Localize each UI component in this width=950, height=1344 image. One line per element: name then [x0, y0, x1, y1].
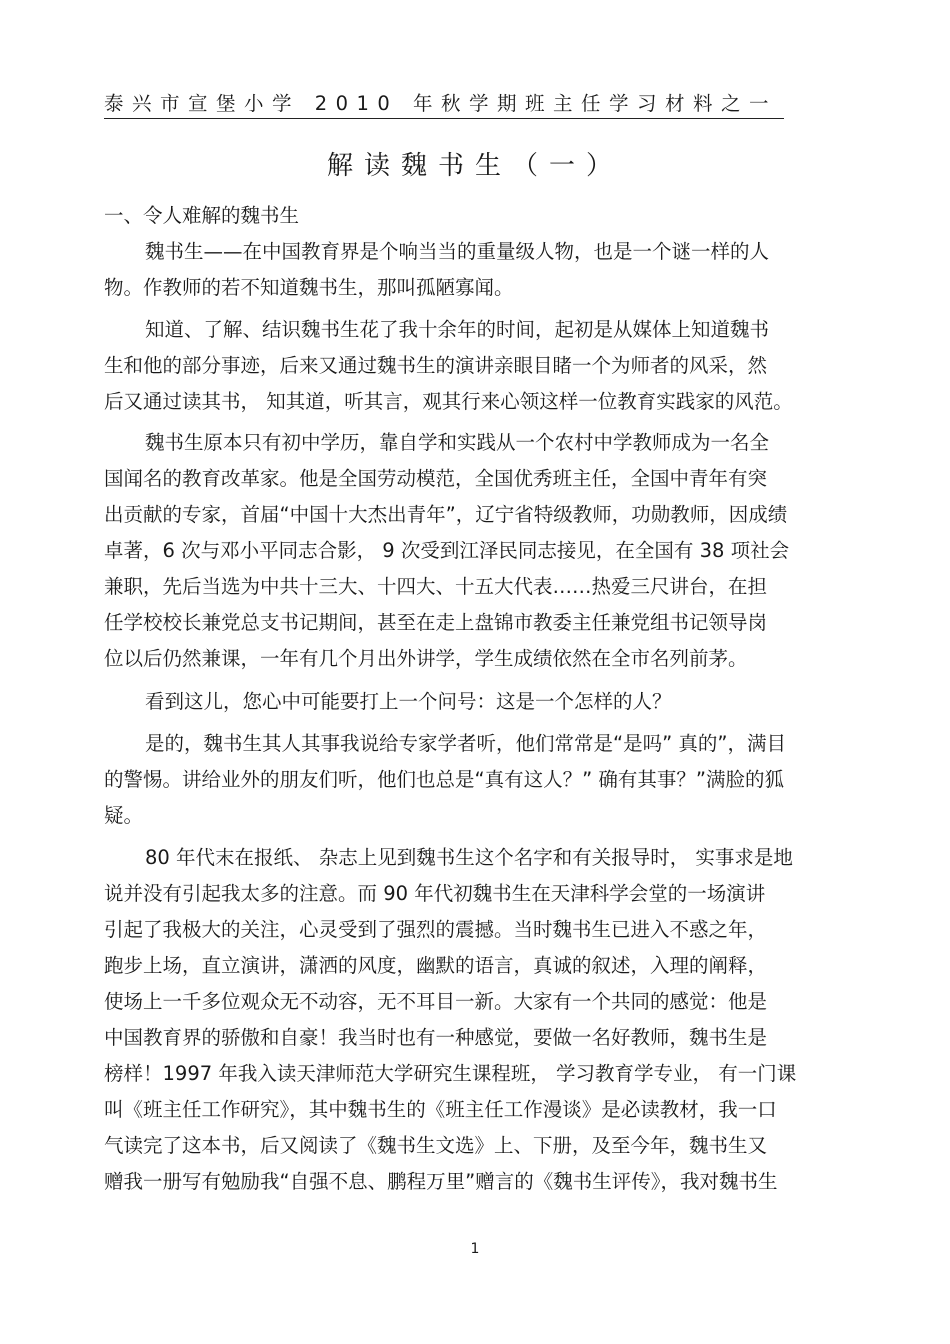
body-line: 使场上一千多位观众无不动容，无不耳目一新。大家有一个共同的感觉：他是 — [104, 990, 768, 1013]
body-line: 卓著，6 次与邓小平同志合影， 9 次受到江泽民同志接见，在全国有 38 项社会 — [104, 539, 790, 562]
body-line: 位以后仍然兼课，一年有几个月出外讲学，学生成绩依然在全市名列前茅。 — [104, 647, 748, 670]
body-line: 魏书生——在中国教育界是个响当当的重量级人物，也是一个谜一样的人 — [145, 240, 770, 263]
body-line: 中国教育界的骄傲和自豪！我当时也有一种感觉，要做一名好教师，魏书生是 — [104, 1026, 768, 1049]
body-line: 赠我一册写有勉励我“自强不息、鹏程万里”赠言的《魏书生评传》，我对魏书生 — [104, 1170, 778, 1193]
body-line: 跑步上场，直立演讲，潇洒的风度，幽默的语言，真诚的叙述，入理的阐释， — [104, 954, 768, 977]
body-line: 知道、了解、结识魏书生花了我十余年的时间，起初是从媒体上知道魏书 — [145, 318, 770, 341]
body-line: 引起了我极大的关注，心灵受到了强烈的震撼。当时魏书生已进入不惑之年， — [104, 918, 768, 941]
body-line: 魏书生原本只有初中学历，靠自学和实践从一个农村中学教师成为一名全 — [145, 431, 770, 454]
body-line: 看到这儿，您心中可能要打上一个问号：这是一个怎样的人？ — [145, 690, 672, 713]
header-rule — [104, 118, 784, 119]
body-line: 国闻名的教育改革家。他是全国劳动模范，全国优秀班主任，全国中青年有突 — [104, 467, 768, 490]
body-line: 的警惕。讲给业外的朋友们听，他们也总是“真有这人？” 确有其事？”满脸的狐 — [104, 768, 785, 791]
body-line: 任学校校长兼党总支书记期间，甚至在走上盘锦市教委主任兼党组书记领导岗 — [104, 611, 768, 634]
body-line: 说并没有引起我太多的注意。而 90 年代初魏书生在天津科学会堂的一场演讲 — [104, 882, 766, 905]
body-line: 出贡献的专家，首届“中国十大杰出青年”，辽宁省特级教师，功勋教师，因成绩 — [104, 503, 788, 526]
page-header: 泰兴市宣堡小学 2010 年秋学期班主任学习材料之一 — [104, 92, 778, 115]
body-line: 是的，魏书生其人其事我说给专家学者听，他们常常是“是吗” 真的”，满目 — [145, 732, 787, 755]
body-line: 生和他的部分事迹，后来又通过魏书生的演讲亲眼目睹一个为师者的风采，然 — [104, 354, 768, 377]
body-line: 80 年代末在报纸、 杂志上见到魏书生这个名字和有关报导时， 实事求是地 — [145, 846, 793, 869]
document-title: 解读魏书生（一） — [326, 151, 623, 181]
body-line: 后又通过读其书， 知其道，听其言，观其行来心领这样一位教育实践家的风范。 — [104, 390, 793, 413]
section-heading: 一、令人难解的魏书生 — [104, 204, 300, 227]
body-line: 榜样！1997 年我入读天津师范大学研究生课程班， 学习教育学专业， 有一门课 — [104, 1062, 797, 1085]
body-line: 疑。 — [104, 804, 144, 827]
body-line: 气读完了这本书，后又阅读了《魏书生文选》上、下册，及至今年，魏书生又 — [104, 1134, 768, 1157]
page-number: 1 — [470, 1241, 480, 1257]
body-line: 物。作教师的若不知道魏书生，那叫孤陋寡闻。 — [104, 276, 514, 299]
body-line: 叫《班主任工作研究》，其中魏书生的《班主任工作漫谈》是必读教材，我一口 — [104, 1098, 777, 1121]
body-line: 兼职，先后当选为中共十三大、十四大、十五大代表……热爱三尺讲台，在担 — [104, 575, 768, 598]
